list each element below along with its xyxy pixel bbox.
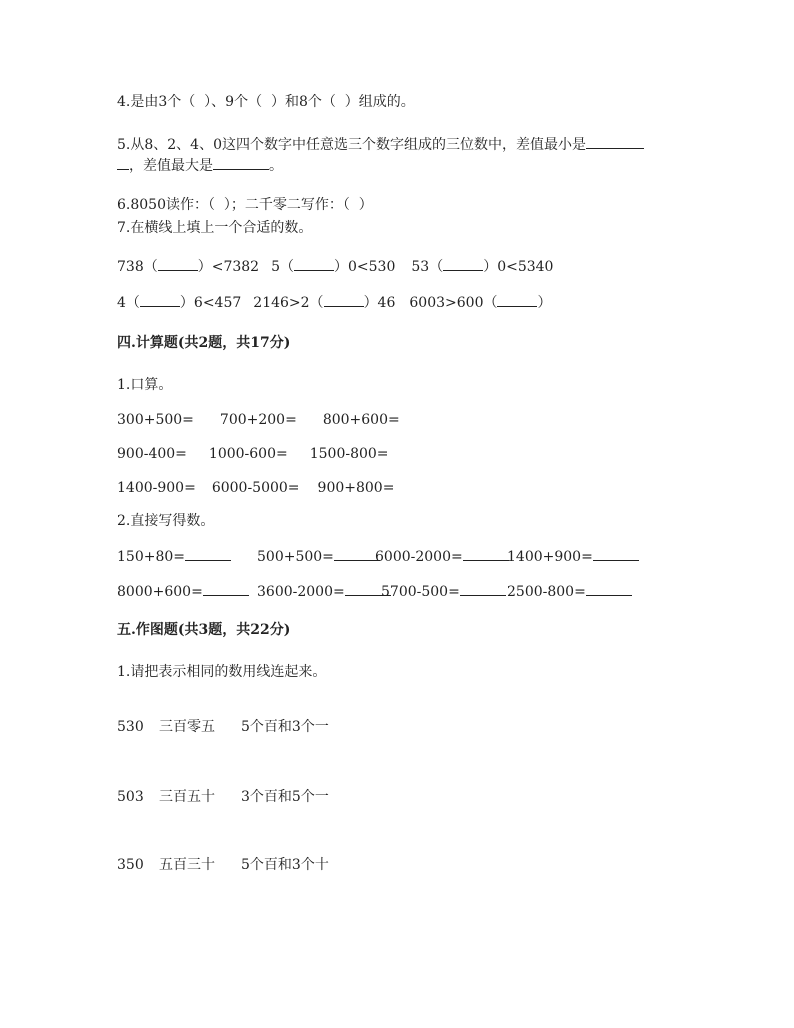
question-5-line2 [117, 155, 283, 176]
equation: 500+500= [257, 549, 334, 565]
match-row [117, 855, 329, 875]
fill-suffix: ）0<530 [334, 259, 396, 275]
match-row [117, 787, 329, 807]
question-5-line1 [117, 134, 644, 155]
equation: 8000+600= [117, 584, 203, 600]
calc-q2-title [117, 511, 214, 531]
equation: 900+800= [317, 480, 395, 496]
fill-suffix: ） [537, 295, 552, 311]
equation: 3600-2000= [257, 584, 345, 600]
match-words[interactable]: 三百零五 [159, 719, 215, 735]
fill-suffix: ）<7382 [197, 259, 260, 275]
fill-prefix: 4（ [117, 295, 140, 311]
match-number[interactable]: 530 [117, 719, 144, 735]
answer-blank[interactable] [140, 292, 180, 307]
equation: 300+500= [117, 412, 194, 428]
question-7-row1 [117, 256, 553, 277]
answer-blank[interactable] [497, 292, 537, 307]
question-7-row2 [117, 292, 551, 313]
calc-q1-row1 [117, 410, 400, 430]
equation: 700+200= [219, 412, 297, 428]
answer-blank[interactable] [593, 546, 639, 561]
answer-blank[interactable] [334, 546, 380, 561]
equation: 1000-600= [208, 446, 288, 462]
question-5-text-1: 5.从8、2、4、0这四个数字中任意选三个数字组成的三位数中，差值最小是 [117, 137, 586, 153]
section-4-heading [117, 333, 290, 353]
fill-suffix: ）0<5340 [483, 259, 554, 275]
question-6 [117, 195, 373, 215]
answer-blank[interactable] [586, 134, 644, 149]
fill-prefix: 5（ [271, 259, 295, 275]
calc-q1-title [117, 375, 172, 395]
section-5-title: 五.作图题(共3题，共22分) [117, 622, 291, 638]
calc-q1-row2 [117, 444, 389, 464]
calc-q1-text: 1.口算。 [117, 377, 173, 393]
equation: 150+80= [117, 549, 185, 565]
equation: 1400-900= [117, 480, 196, 496]
question-7-title [117, 218, 312, 238]
equation: 1400+900= [507, 549, 593, 565]
equation: 6000-5000= [211, 480, 300, 496]
match-units[interactable]: 3个百和5个一 [241, 789, 329, 805]
match-words[interactable]: 三百五十 [159, 789, 215, 805]
equation: 6000-2000= [375, 549, 463, 565]
equation: 2500-800= [507, 584, 586, 600]
question-6-text: 6.8050读作：（ ）；二千零二写作：（ ） [117, 197, 373, 213]
question-7-text: 7.在横线上填上一个合适的数。 [117, 220, 313, 236]
answer-blank[interactable] [203, 581, 249, 596]
calc-q2-row1 [117, 546, 639, 567]
section-4-title: 四.计算题(共2题，共17分) [117, 335, 291, 351]
answer-blank[interactable] [294, 256, 334, 271]
answer-blank[interactable] [586, 581, 632, 596]
answer-blank[interactable] [324, 292, 364, 307]
fill-suffix: ）6<457 [179, 295, 242, 311]
answer-blank[interactable] [460, 581, 506, 596]
equation: 800+600= [322, 412, 400, 428]
question-5-text-2: ，差值最大是 [129, 158, 213, 174]
answer-blank[interactable] [117, 155, 129, 170]
fill-prefix: 53（ [411, 259, 444, 275]
draw-q1-text: 1.请把表示相同的数用线连起来。 [117, 664, 327, 680]
equation: 900-400= [117, 446, 187, 462]
draw-q1-title [117, 662, 326, 682]
calc-q2-row2 [117, 581, 632, 602]
answer-blank[interactable] [443, 256, 483, 271]
match-row [117, 717, 329, 737]
match-units[interactable]: 5个百和3个十 [241, 857, 329, 873]
section-5-heading [117, 620, 290, 640]
fill-suffix: ）46 [363, 295, 396, 311]
equation: 5700-500= [381, 584, 460, 600]
question-4 [117, 92, 415, 112]
match-words[interactable]: 五百三十 [159, 857, 215, 873]
answer-blank[interactable] [185, 546, 231, 561]
match-number[interactable]: 350 [117, 857, 144, 873]
fill-prefix: 2146>2（ [253, 295, 324, 311]
calc-q1-row3 [117, 478, 394, 498]
equation: 1500-800= [309, 446, 389, 462]
question-4-text: 4.是由3个（ ）、9个（ ）和8个（ ）组成的。 [117, 94, 415, 110]
match-units[interactable]: 5个百和3个一 [241, 719, 329, 735]
match-number[interactable]: 503 [117, 789, 144, 805]
calc-q2-text: 2.直接写得数。 [117, 513, 215, 529]
fill-prefix: 738（ [117, 259, 158, 275]
answer-blank[interactable] [158, 256, 198, 271]
answer-blank[interactable] [213, 155, 269, 170]
question-5-text-3: 。 [269, 158, 283, 174]
fill-prefix: 6003>600（ [409, 295, 498, 311]
answer-blank[interactable] [463, 546, 509, 561]
